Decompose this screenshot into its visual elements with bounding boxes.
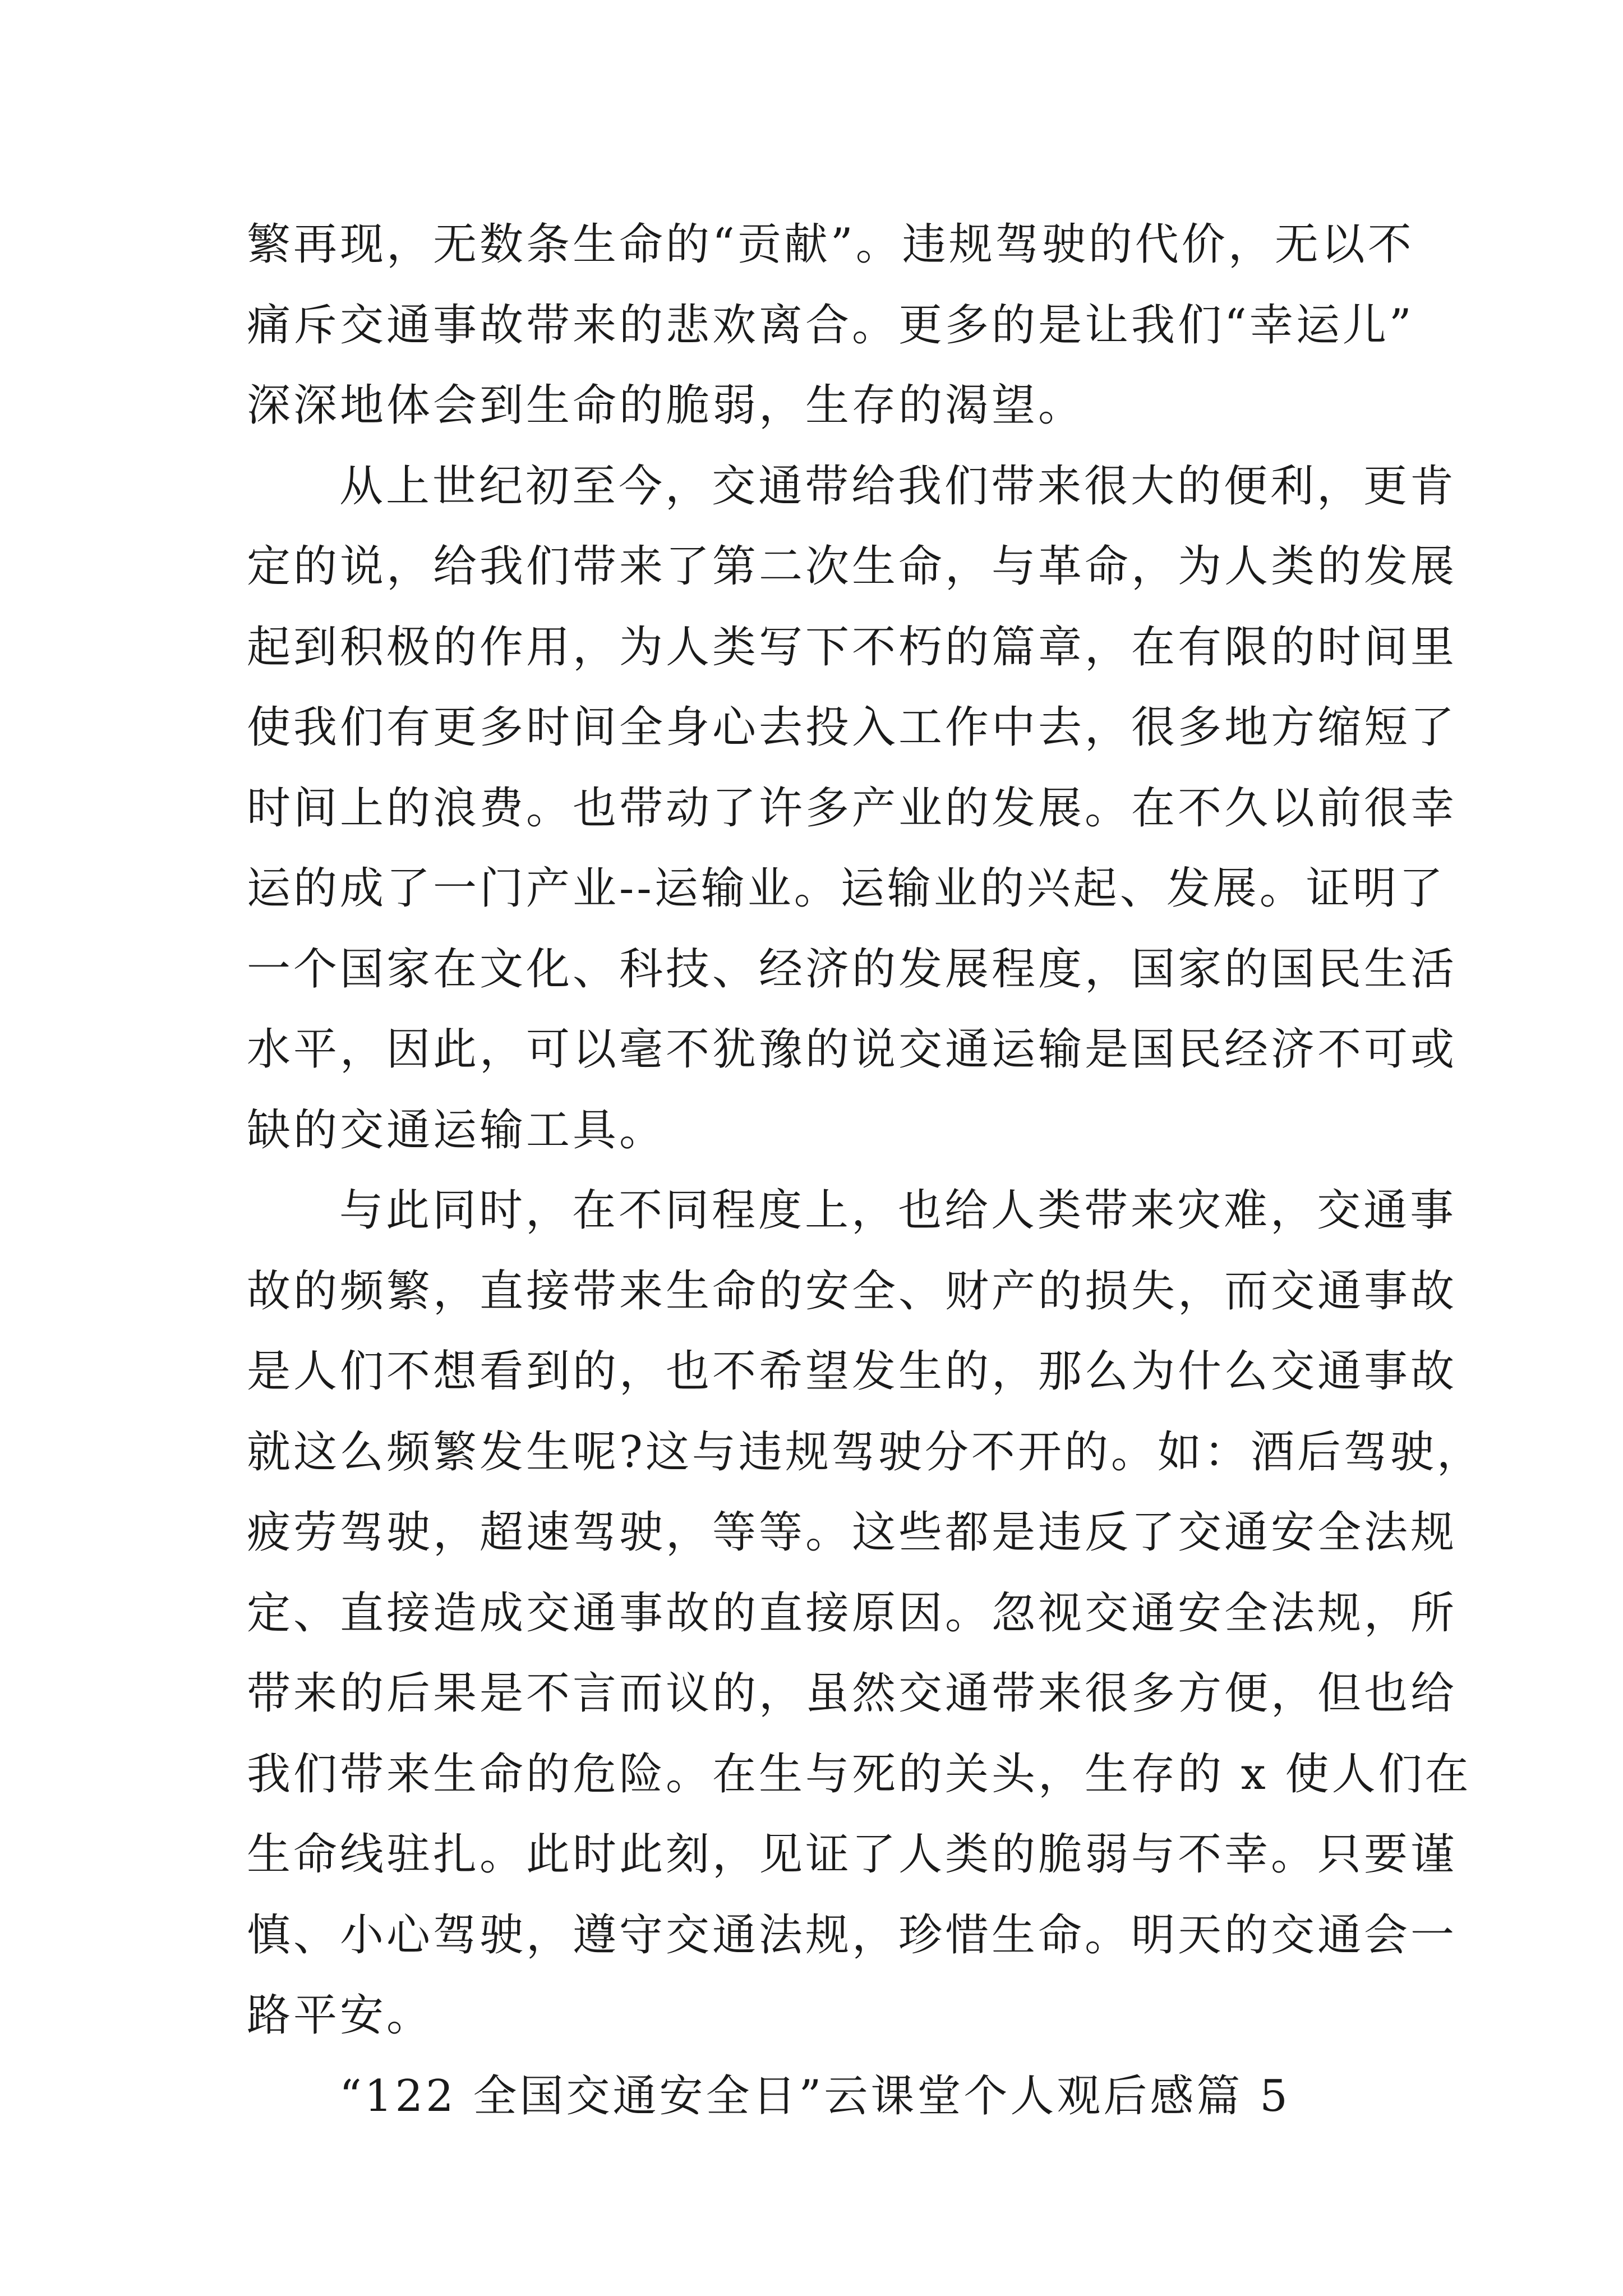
text-line: 缺的交通运输工具。 (247, 1105, 666, 1156)
text-line: 我们带来生命的危险。在生与死的关头，生存的 x 使人们在 (247, 1749, 1472, 1800)
text-line: 痛斥交通事故带来的悲欢离合。更多的是让我们“幸运儿” (247, 300, 1414, 351)
text-line: 起到积极的作用，为人类写下不朽的篇章，在有限的时间里 (247, 622, 1458, 673)
text-line: 一个国家在文化、科技、经济的发展程度，国家的国民生活 (247, 944, 1458, 995)
paragraph-3 (247, 1171, 1483, 2056)
text-line: 是人们不想看到的，也不希望发生的，那么为什么交通事故 (247, 1346, 1458, 1397)
text-line: 与此同时，在不同程度上，也给人类带来灾难，交通事 (339, 1185, 1457, 1236)
text-line: 定的说，给我们带来了第二次生命，与革命，为人类的发展 (247, 541, 1458, 592)
text-line: 定、直接造成交通事故的直接原因。忽视交通安全法规，所 (247, 1588, 1458, 1639)
document-body (247, 205, 1483, 2137)
text-line: 慎、小心驾驶，遵守交通法规，珍惜生命。明天的交通会一 (247, 1910, 1458, 1961)
text-line: 使我们有更多时间全身心去投入工作中去，很多地方缩短了 (247, 702, 1458, 753)
text-line: 水平，因此，可以毫不犹豫的说交通运输是国民经济不可或 (247, 1024, 1458, 1075)
text-line: 故的频繁，直接带来生命的安全、财产的损失，而交通事故 (247, 1266, 1458, 1317)
text-line: 路平安。 (247, 1990, 434, 2041)
text-line: 时间上的浪费。也带动了许多产业的发展。在不久以前很幸 (247, 783, 1458, 834)
text-line: 疲劳驾驶，超速驾驶，等等。这些都是违反了交通安全法规 (247, 1507, 1458, 1558)
section-heading: “122 全国交通安全日”云课堂个人观后感篇 5 (339, 2070, 1290, 2122)
text-line: 深深地体会到生命的脆弱，生存的渴望。 (247, 380, 1085, 431)
section-heading-block (247, 2056, 1385, 2137)
text-line: 繁再现，无数条生命的“贡献”。违规驾驶的代价，无以不 (247, 219, 1414, 270)
text-line: 就这么频繁发生呢?这与违规驾驶分不开的。如：酒后驾驶， (247, 1427, 1483, 1478)
paragraph-1 (247, 205, 1414, 447)
paragraph-2 (247, 447, 1458, 1171)
text-line: 从上世纪初至今，交通带给我们带来很大的便利，更肯 (339, 461, 1457, 512)
text-line: 生命线驻扎。此时此刻，见证了人类的脆弱与不幸。只要谨 (247, 1829, 1458, 1880)
text-line: 运的成了一门产业--运输业。运输业的兴起、发展。证明了 (247, 863, 1446, 914)
text-line: 带来的后果是不言而议的，虽然交通带来很多方便，但也给 (247, 1668, 1458, 1719)
